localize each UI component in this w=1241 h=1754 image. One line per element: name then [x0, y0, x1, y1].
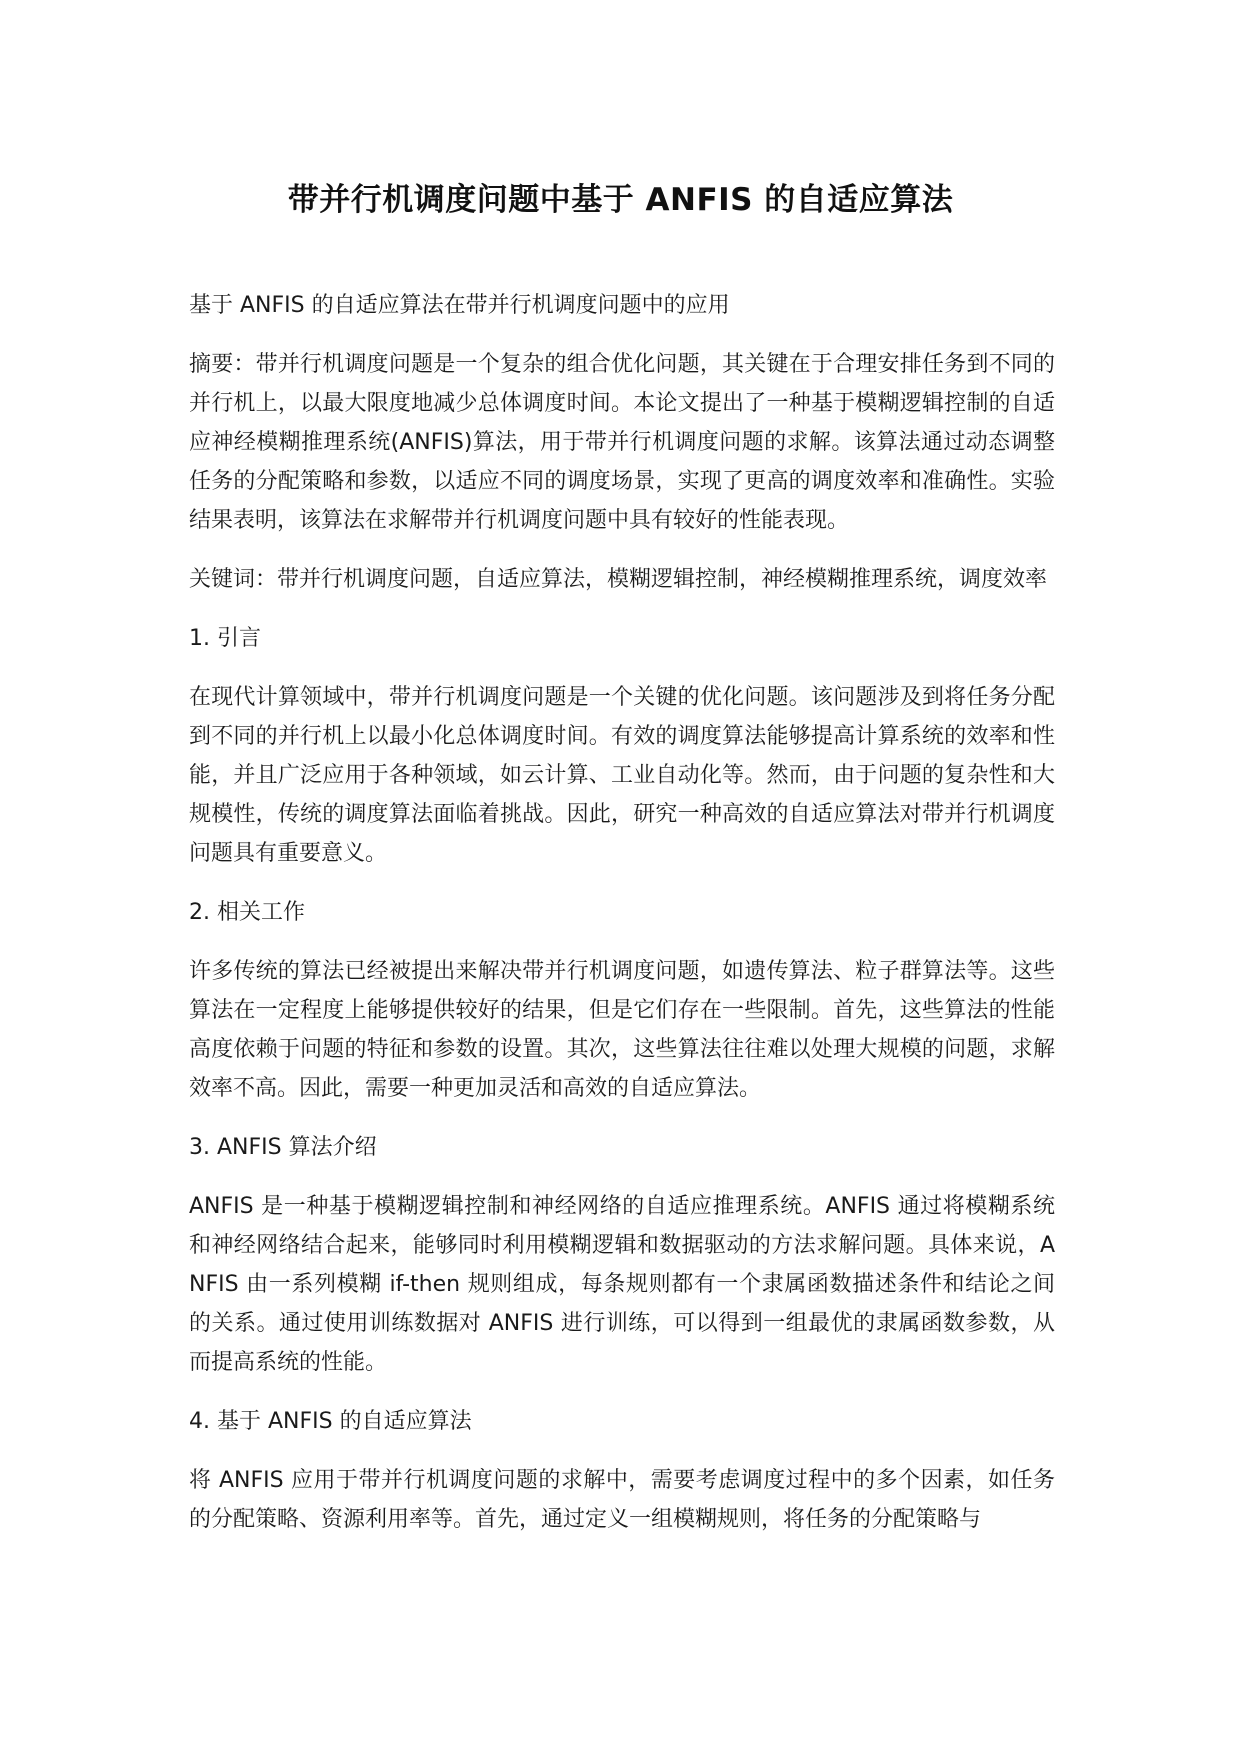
document-title: 带并行机调度问题中基于 ANFIS 的自适应算法 — [287, 182, 954, 218]
section-heading-adaptive-algorithm: 4. 基于 ANFIS 的自适应算法 — [189, 1409, 472, 1434]
section-heading-introduction: 1. 引言 — [189, 626, 261, 651]
section-body-related-work: 许多传统的算法已经被提出来解决带并行机调度问题，如遗传算法、粒子群算法等。这些算法在一定程度上能够提供较好的结果，但是它们存在一些限制。首先，这些算法的性能高度依赖于问题的特征和参数的设置。其次，这些算法往往难以处理大规模的问题，求解效率不高。因此，需要一种更加灵活和高效的自适应算法。 — [189, 959, 1055, 1101]
abstract-paragraph: 摘要：带并行机调度问题是一个复杂的组合优化问题，其关键在于合理安排任务到不同的并行机上，以最大限度地减少总体调度时间。本论文提出了一种基于模糊逻辑控制的自适应神经模糊推理系统(ANFIS)算法，用于带并行机调度问题的求解。该算法通过动态调整任务的分配策略和参数，以适应不同的调度场景，实现了更高的调度效率和准确性。实验结果表明，该算法在求解带并行机调度问题中具有较好的性能表现。 — [189, 352, 1055, 533]
section-heading-related-work: 2. 相关工作 — [189, 900, 305, 925]
section-body-introduction: 在现代计算领域中，带并行机调度问题是一个关键的优化问题。该问题涉及到将任务分配到不同的并行机上以最小化总体调度时间。有效的调度算法能够提高计算系统的效率和性能，并且广泛应用于各种领域，如云计算、工业自动化等。然而，由于问题的复杂性和大规模性，传统的调度算法面临着挑战。因此，研究一种高效的自适应算法对带并行机调度问题具有重要意义。 — [189, 685, 1055, 866]
section-body-adaptive-algorithm: 将 ANFIS 应用于带并行机调度问题的求解中，需要考虑调度过程中的多个因素，如任务的分配策略、资源利用率等。首先，通过定义一组模糊规则，将任务的分配策略与 — [189, 1468, 1055, 1532]
section-heading-anfis-intro: 3. ANFIS 算法介绍 — [189, 1135, 377, 1160]
document-body — [189, 286, 1055, 1559]
section-body-anfis-intro: ANFIS 是一种基于模糊逻辑控制和神经网络的自适应推理系统。ANFIS 通过将模糊系统和神经网络结合起来，能够同时利用模糊逻辑和数据驱动的方法求解问题。具体来说，ANFIS 由一系列模糊 if-then 规则组成，每条规则都有一个隶属函数描述条件和结论之间的关系。通过使用训练数据对 ANFIS 进行训练，可以得到一组最优的隶属函数参数，从而提高系统的性能。 — [189, 1194, 1055, 1375]
document-subtitle: 基于 ANFIS 的自适应算法在带并行机调度问题中的应用 — [189, 293, 730, 318]
keywords-paragraph: 关键词：带并行机调度问题，自适应算法，模糊逻辑控制，神经模糊推理系统，调度效率 — [189, 567, 1048, 592]
